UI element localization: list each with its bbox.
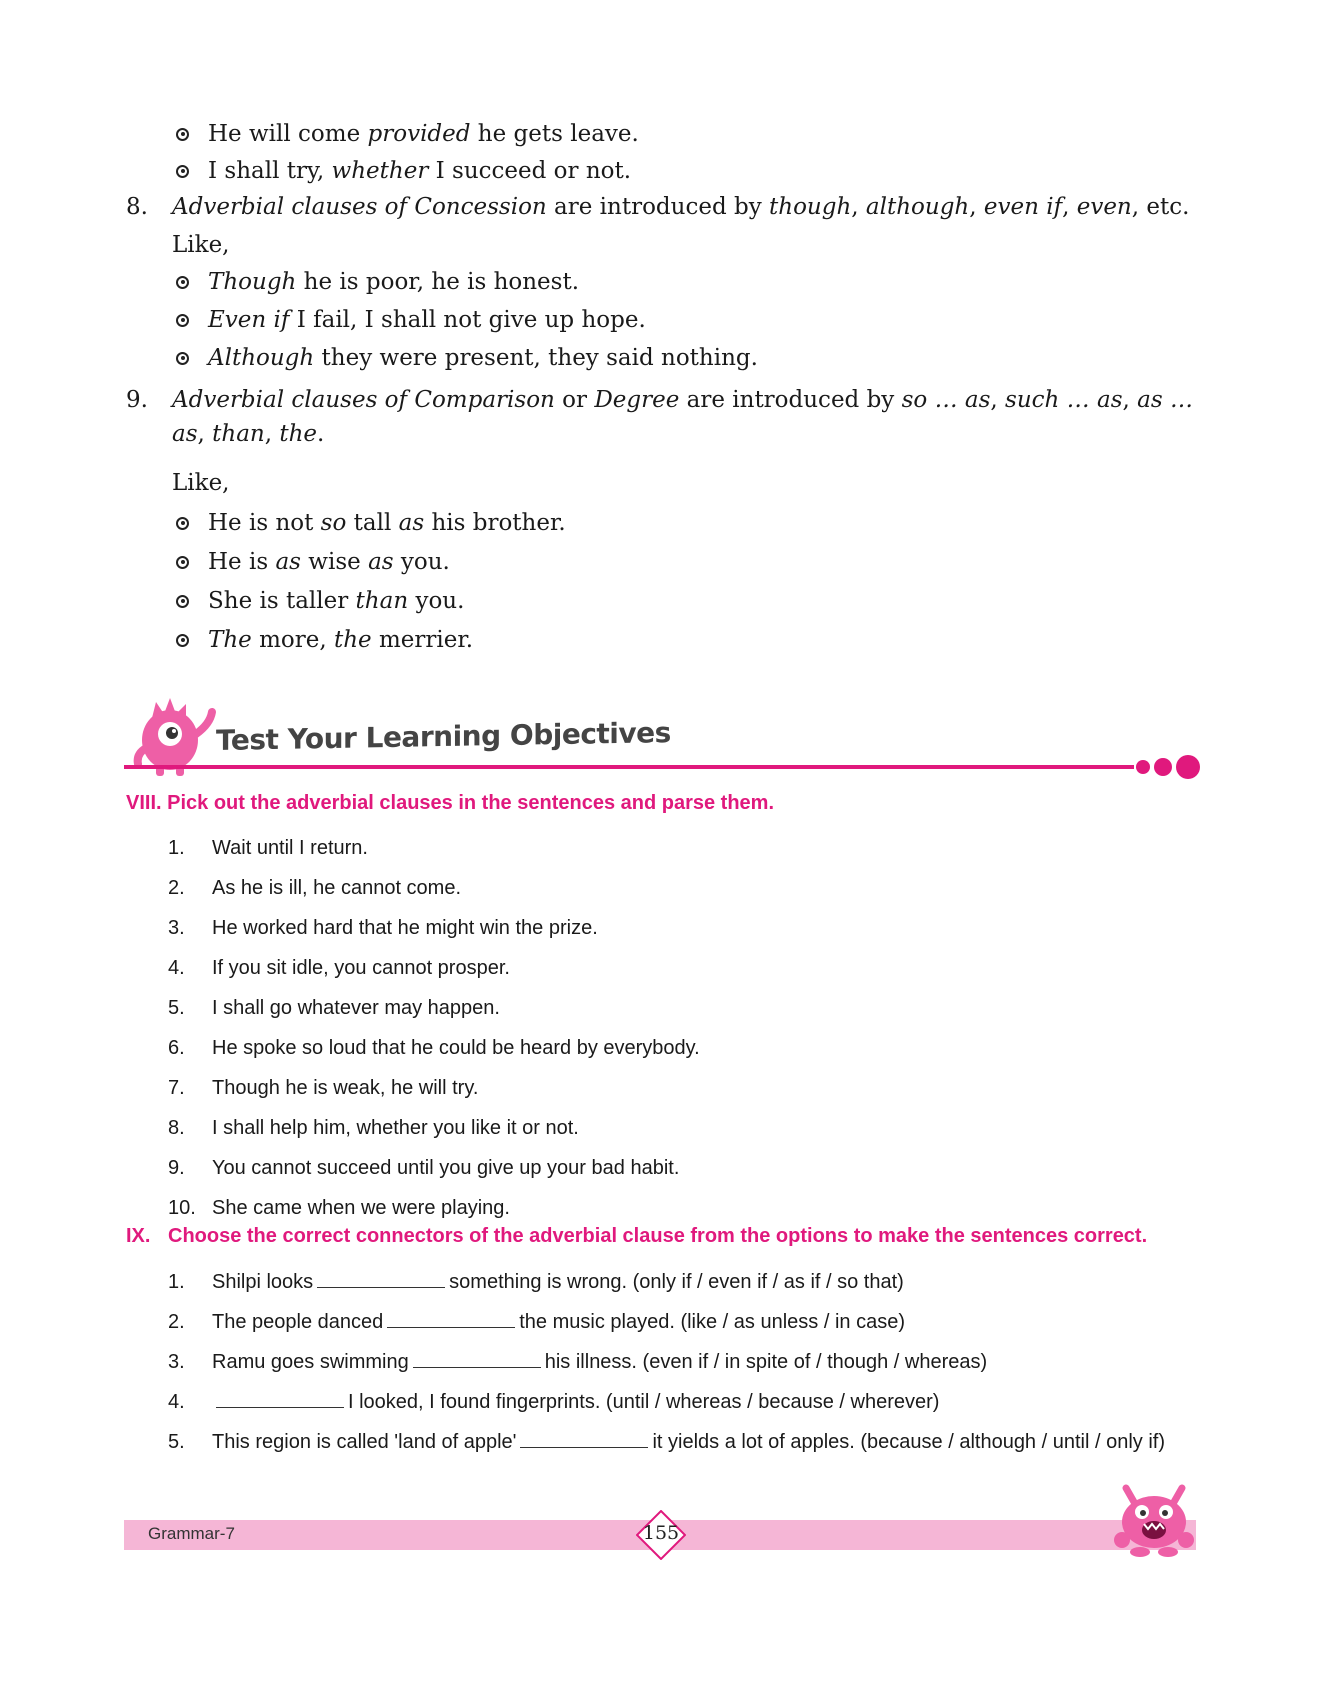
like-label: Like, — [172, 232, 230, 258]
item-text: She came when we were playing. — [212, 1197, 510, 1219]
item-number: 5. — [168, 1431, 185, 1453]
bullet-text: He is as wise as you. — [208, 549, 450, 575]
bullet-icon — [176, 165, 189, 178]
fill-blank[interactable] — [387, 1309, 515, 1328]
item-text-after: it yields a lot of apples. (because / although / until / only if) — [652, 1431, 1165, 1453]
exercise-9-item — [168, 1426, 1218, 1458]
monster-mascot-icon — [1112, 1478, 1196, 1558]
bullet-text: Even if I fail, I shall not give up hope. — [208, 307, 646, 333]
item-number: 3. — [168, 1351, 185, 1373]
bullet-text: He will come provided he gets leave. — [208, 121, 639, 147]
bullet-icon — [176, 517, 189, 530]
bullet-icon — [176, 276, 189, 289]
item-text: Wait until I return. — [212, 837, 368, 859]
banner-underline — [124, 765, 1134, 769]
exercise-8-item — [168, 912, 1218, 944]
bullet-text: Although they were present, they said nothing. — [208, 345, 758, 371]
bullet-line — [176, 302, 646, 338]
bullet-icon — [176, 128, 189, 141]
bullet-icon — [176, 595, 189, 608]
fill-blank[interactable] — [317, 1269, 445, 1288]
fill-blank[interactable] — [413, 1349, 541, 1368]
item-text-before: Ramu goes swimming — [212, 1351, 409, 1373]
item-text-after: the music played. (like / as unless / in case) — [519, 1311, 905, 1333]
bullet-line — [176, 116, 639, 152]
bullet-line — [176, 340, 758, 376]
exercise-8-item — [168, 1152, 1218, 1184]
item-number: 4. — [168, 1391, 185, 1413]
item-text: I shall help him, whether you like it or not. — [212, 1117, 579, 1139]
bullet-icon — [176, 634, 189, 647]
item-number: 10. — [168, 1197, 196, 1219]
exercise-8-item — [168, 992, 1218, 1024]
exercise-9-item — [168, 1266, 1218, 1298]
rule-8 — [126, 190, 1216, 224]
exercise-8-item — [168, 1072, 1218, 1104]
banner-dot-medium — [1154, 758, 1172, 776]
bullet-line — [176, 622, 473, 658]
exercise-9-item — [168, 1346, 1218, 1378]
item-text: He spoke so loud that he could be heard by everybody. — [212, 1037, 700, 1059]
item-number: 2. — [168, 1311, 185, 1333]
bullet-line — [176, 544, 450, 580]
exercise-8-item — [168, 1192, 1218, 1224]
bullet-text: I shall try, whether I succeed or not. — [208, 158, 632, 184]
footer-book-title: Grammar-7 — [148, 1524, 235, 1543]
item-text-after: something is wrong. (only if / even if / as if / so that) — [449, 1271, 904, 1293]
objectives-banner — [124, 688, 1204, 782]
bullet-icon — [176, 314, 189, 327]
bullet-line — [176, 583, 464, 619]
exercise-8-item — [168, 1112, 1218, 1144]
bullet-icon — [176, 352, 189, 365]
item-number: 1. — [168, 837, 185, 859]
item-text: As he is ill, he cannot come. — [212, 877, 462, 899]
item-text-before: This region is called 'land of apple' — [212, 1431, 517, 1453]
bullet-line — [176, 264, 579, 300]
bullet-text: The more, the merrier. — [208, 627, 474, 653]
item-number: 5. — [168, 997, 185, 1019]
item-number: 3. — [168, 917, 185, 939]
item-number: 7. — [168, 1077, 185, 1099]
item-text: Though he is weak, he will try. — [212, 1077, 479, 1099]
bullet-text: She is taller than you. — [208, 588, 465, 614]
item-text-after: his illness. (even if / in spite of / though / whereas) — [544, 1351, 988, 1373]
rule-9 — [126, 383, 1216, 451]
rule-text: Adverbial clauses of Comparison or Degree are introduced by so … as, such … as, as … as, than, the. — [172, 387, 1193, 447]
rule-number: 8. — [126, 194, 148, 220]
item-text-before: The people danced — [212, 1311, 384, 1333]
banner-title: Test Your Learning Objectives — [216, 716, 671, 757]
item-number: 6. — [168, 1037, 185, 1059]
bullet-line — [176, 505, 566, 541]
rule-number: 9. — [126, 387, 148, 413]
exercise-9-text: Choose the correct connectors of the adverbial clause from the options to make the sentences correct. — [168, 1225, 1148, 1247]
exercise-8-item — [168, 1032, 1218, 1064]
exercise-9-item — [168, 1306, 1218, 1338]
fill-blank[interactable] — [520, 1429, 648, 1448]
item-text: He worked hard that he might win the prize. — [212, 917, 598, 939]
item-number: 2. — [168, 877, 185, 899]
item-number: 4. — [168, 957, 185, 979]
exercise-9-title — [126, 1225, 1226, 1248]
item-number: 8. — [168, 1117, 185, 1139]
item-text-after: I looked, I found fingerprints. (until / whereas / because / wherever) — [348, 1391, 940, 1413]
like-label: Like, — [172, 470, 230, 496]
item-number: 1. — [168, 1271, 185, 1293]
exercise-8-item — [168, 832, 1218, 864]
item-number: 9. — [168, 1157, 185, 1179]
item-text: You cannot succeed until you give up your bad habit. — [212, 1157, 680, 1179]
bullet-line — [176, 153, 631, 189]
item-text-before: Shilpi looks — [212, 1271, 314, 1293]
item-text: If you sit idle, you cannot prosper. — [212, 957, 510, 979]
banner-dot-large — [1176, 755, 1200, 779]
exercise-8-item — [168, 952, 1218, 984]
fill-blank[interactable] — [216, 1389, 344, 1408]
banner-dot-small — [1136, 760, 1150, 774]
exercise-8-title: VIII. Pick out the adverbial clauses in the sentences and parse them. — [126, 792, 775, 814]
item-text: I shall go whatever may happen. — [212, 997, 500, 1019]
page-number: 155 — [642, 1522, 680, 1544]
exercise-9-item — [168, 1386, 1218, 1418]
bullet-text: Though he is poor, he is honest. — [208, 269, 580, 295]
bullet-text: He is not so tall as his brother. — [208, 510, 566, 536]
exercise-8-item — [168, 872, 1218, 904]
page-number-badge — [636, 1510, 686, 1560]
rule-text: Adverbial clauses of Concession are introduced by though, although, even if, even, etc. — [172, 194, 1190, 220]
bullet-icon — [176, 556, 189, 569]
exercise-9-label: IX. — [126, 1225, 151, 1247]
